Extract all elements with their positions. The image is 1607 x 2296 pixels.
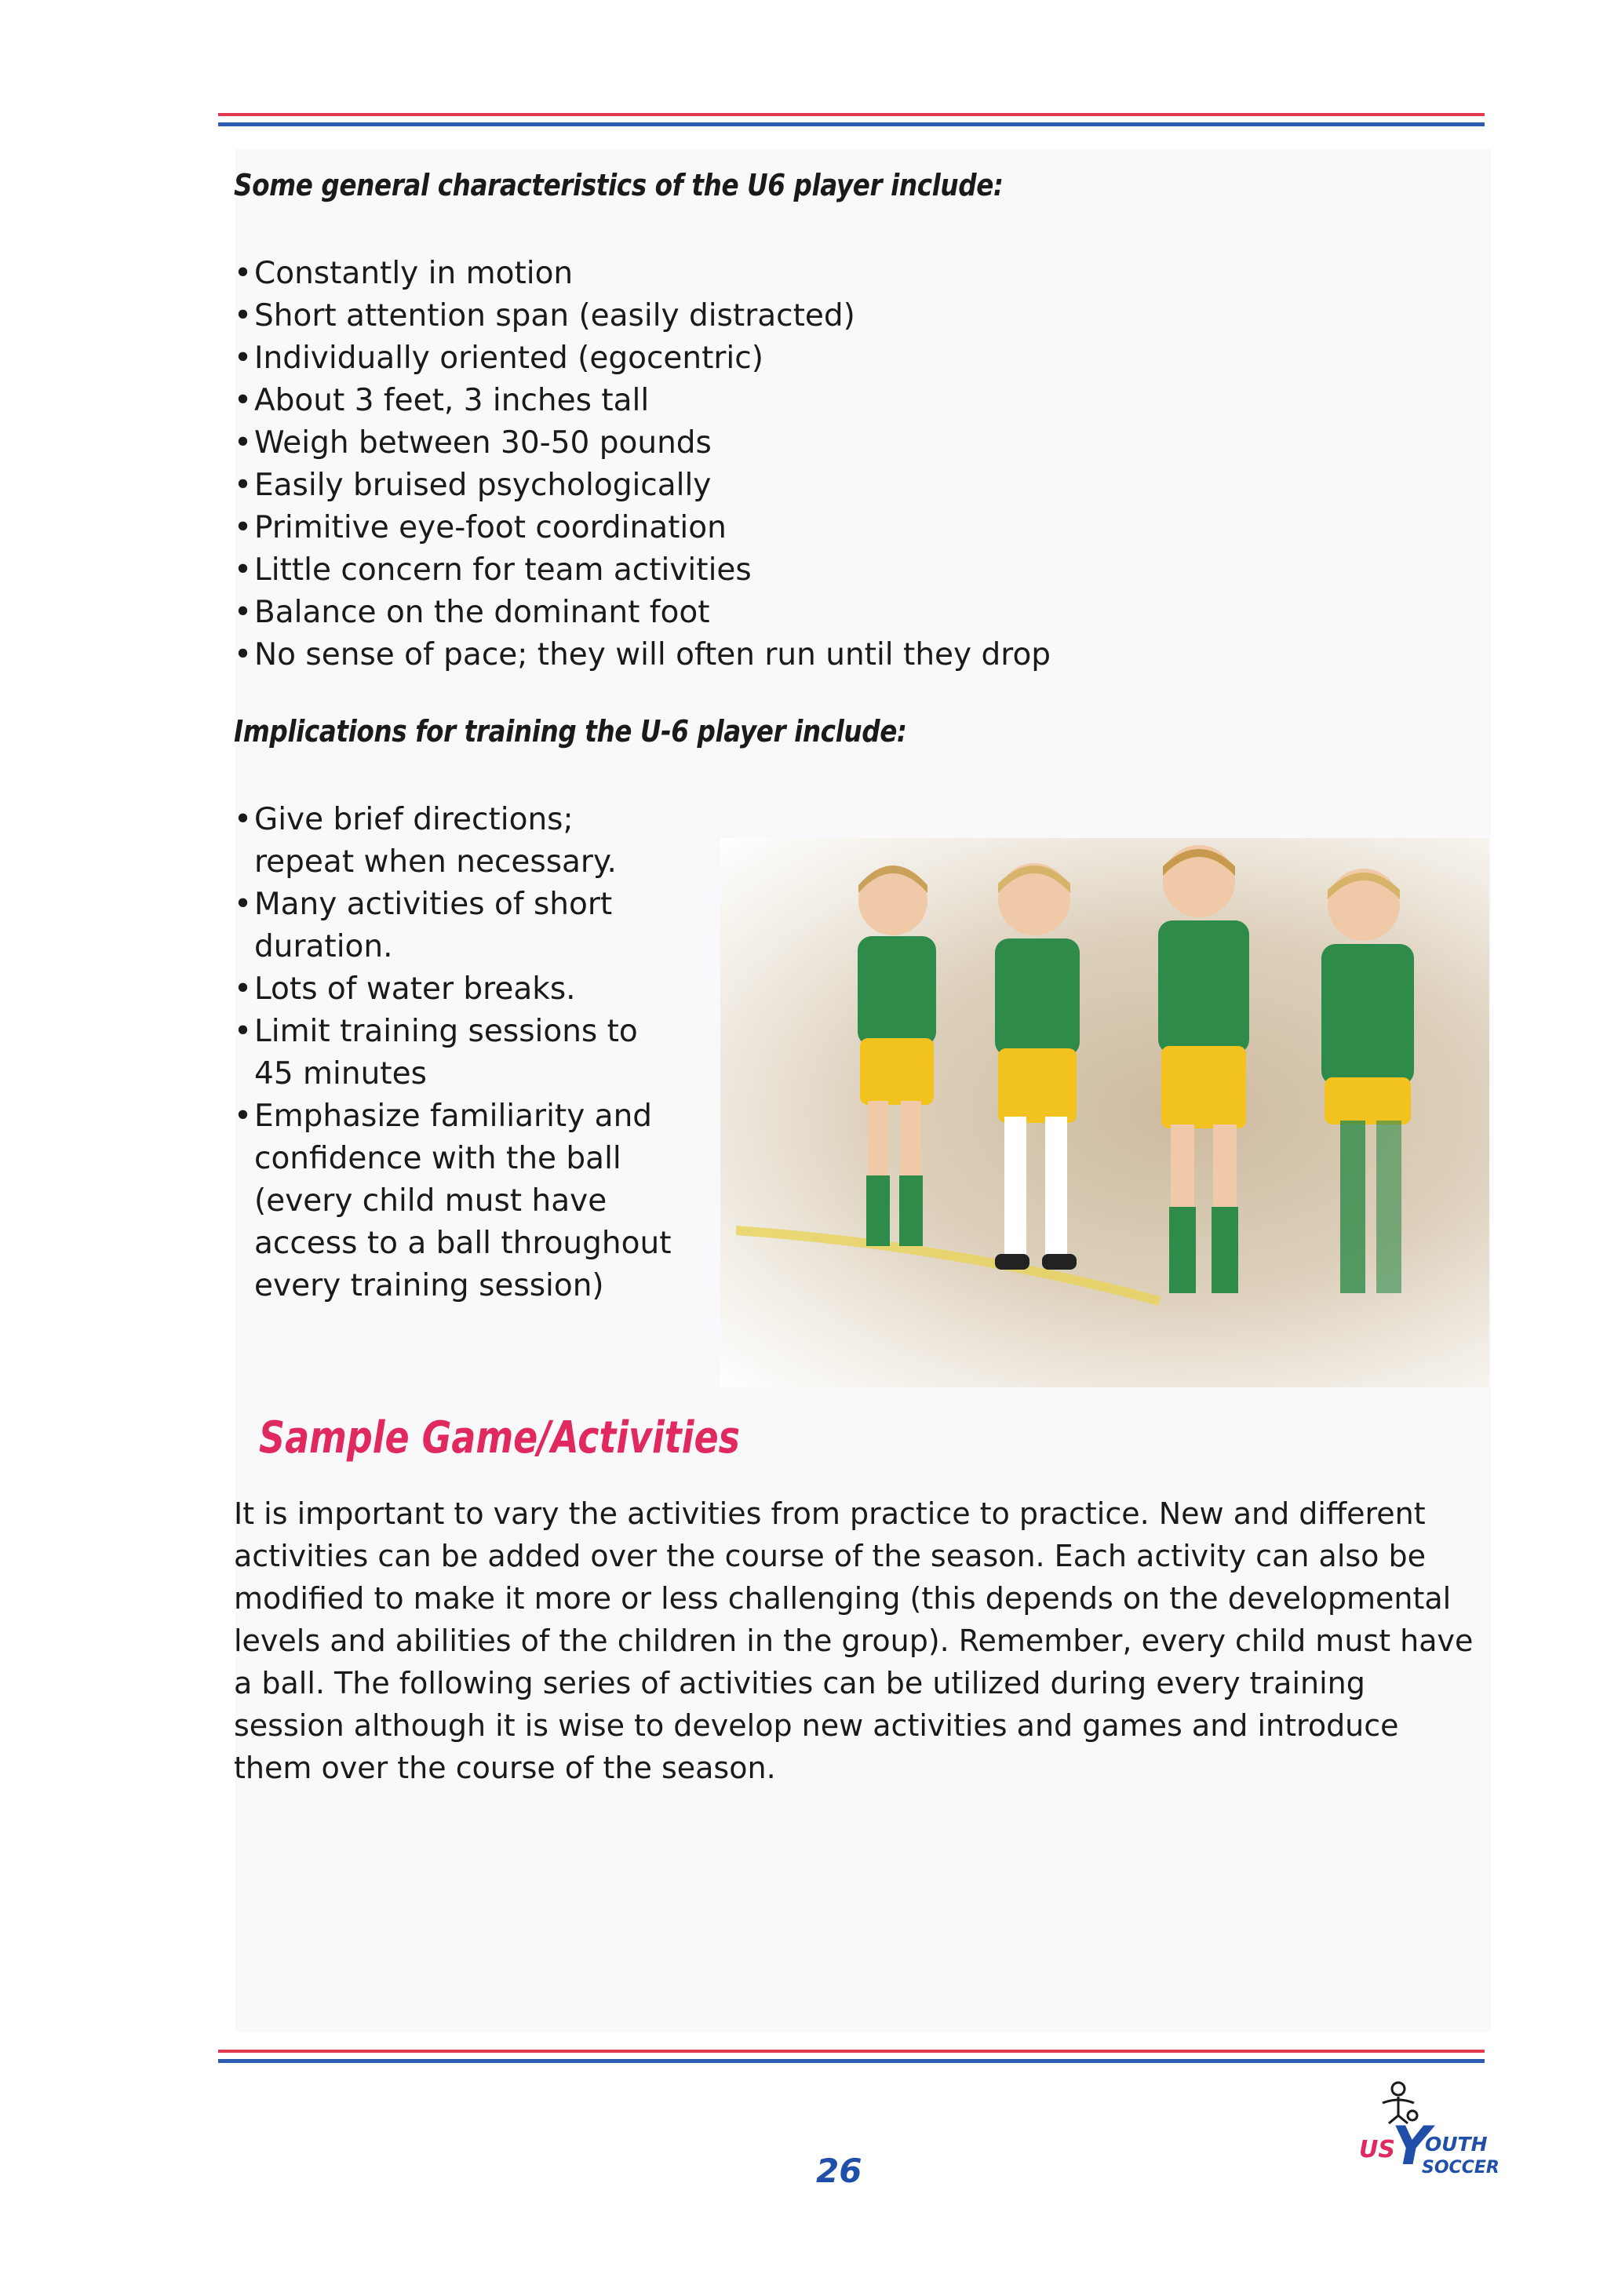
- implications-heading: Implications for training the U-6 player include:: [234, 714, 907, 749]
- implications-list: [234, 799, 681, 1307]
- list-item: • Lots of water breaks.: [234, 968, 681, 1011]
- characteristics-list: [234, 253, 1254, 676]
- top-rule: [218, 113, 1485, 126]
- list-item: • About 3 feet, 3 inches tall: [234, 380, 1254, 422]
- characteristics-heading: Some general characteristics of the U6 player include:: [234, 168, 1004, 202]
- players-photo: [720, 838, 1489, 1387]
- list-item: • Individually oriented (egocentric): [234, 337, 1254, 380]
- list-item: • Many activities of short duration.: [234, 884, 681, 968]
- child-figure: [995, 863, 1080, 1270]
- section-title: Sample Game/Activities: [259, 1412, 740, 1463]
- page-number: 26: [816, 2152, 862, 2190]
- logo-soccer-text: SOCCER: [1422, 2158, 1500, 2178]
- players-illustration: [720, 838, 1489, 1387]
- list-item: • Weigh between 30-50 pounds: [234, 422, 1254, 465]
- logo-us-text: US: [1359, 2136, 1395, 2163]
- list-item: • No sense of pace; they will often run until they drop: [234, 634, 1254, 676]
- list-item: • Short attention span (easily distracted): [234, 295, 1254, 337]
- child-figure: [1158, 845, 1249, 1293]
- logo-y-text: Y: [1392, 2116, 1431, 2178]
- logo-outh-text: OUTH: [1425, 2133, 1488, 2156]
- body-paragraph: It is important to vary the activities from practice to practice. New and different activities can be added over the course of the season. Each activity can also be modified to make it more or less challenging (this depends on the developmental levels and abilities of the children in the group). Remember, every child must have a ball. The following series of activities can be utilized during every training session although it is wise to develop new activities and games and introduce them over the course of the season.: [234, 1496, 1474, 1785]
- bottom-rule: [218, 2050, 1485, 2063]
- list-item: • Constantly in motion: [234, 253, 1254, 295]
- list-item: • Primitive eye-foot coordination: [234, 507, 1254, 549]
- list-item: • Balance on the dominant foot: [234, 592, 1254, 634]
- list-item: • Easily bruised psychologically: [234, 465, 1254, 507]
- list-item: • Emphasize familiarity and confidence with the ball (every child must have access to a ball throughout every training session): [234, 1095, 681, 1307]
- child-figure: [858, 866, 936, 1246]
- us-youth-soccer-logo: [1359, 2081, 1500, 2199]
- list-item: • Little concern for team activities: [234, 549, 1254, 592]
- list-item: • Give brief directions; repeat when necessary.: [234, 799, 681, 884]
- child-figure: [1321, 869, 1414, 1293]
- list-item: • Limit training sessions to 45 minutes: [234, 1011, 681, 1095]
